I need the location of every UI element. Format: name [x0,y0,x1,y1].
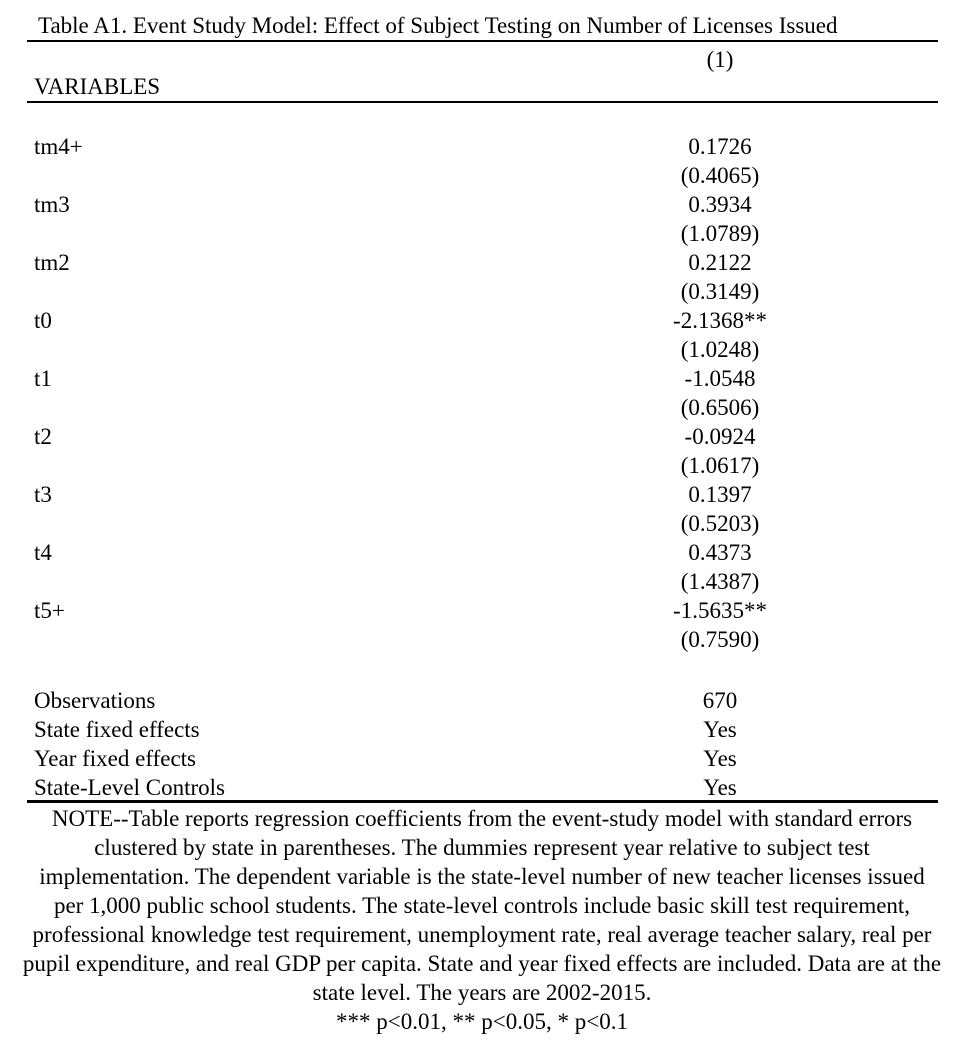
bottom-rule [27,800,938,803]
table-row [0,306,964,364]
coefficient-value: -0.0924 [684,424,756,449]
table-row [0,364,964,422]
stat-value: Yes [703,746,737,771]
table-note: NOTE--Table reports regression coefficients from the event-study model with standard errors clustered by state in parentheses. The dummies represent year relative to subject test implementation. The dependent variable is the state-level number of new teacher licenses issued per 1,000 public school students. The state-level controls include basic skill test requirement, professional knowledge test requirement, unemployment rate, real average teacher salary, real per pupil expenditure, and real GDP per capita. State and year fixed effects are included. Data are at the state level. The years are 2002-2015. [22,806,942,1005]
variable-label: t5+ [34,598,65,623]
stat-row [0,744,964,773]
coefficient-value: -2.1368** [673,308,767,333]
variable-label: t4 [34,540,52,565]
coefficient-value: -1.5635** [673,598,767,623]
coefficient-value: 0.1397 [688,482,752,507]
table-row [0,190,964,248]
stat-row [0,686,964,715]
coefficient-rows [0,132,964,654]
variable-label: tm3 [34,192,70,217]
variable-label: tm4+ [34,134,83,159]
standard-error-value: (1.0248) [680,337,760,362]
standard-error-value: (0.6506) [680,395,760,420]
coefficient-value: 0.4373 [688,540,752,565]
significance-legend: *** p<0.01, ** p<0.05, * p<0.1 [336,1009,628,1034]
standard-error-value: (1.0789) [680,221,760,246]
coefficient-value: 0.3934 [688,192,752,217]
stat-value: Yes [703,775,737,800]
stat-value: Yes [703,717,737,742]
table-row [0,538,964,596]
header-rule [27,101,938,103]
standard-error-value: (0.4065) [680,163,760,188]
standard-error-value: (0.7590) [680,627,760,652]
top-rule [27,40,938,42]
column-header: (1) [706,47,734,72]
stat-label: State fixed effects [34,717,200,742]
variable-label: t1 [34,366,52,391]
model-statistics [0,686,964,802]
table-title: Table A1. Event Study Model: Effect of Subject Testing on Number of Licenses Issued [38,13,838,38]
coefficient-value: -1.0548 [684,366,756,391]
variable-label: t0 [34,308,52,333]
variables-header: VARIABLES [34,74,161,99]
stat-row [0,715,964,744]
stat-label: State-Level Controls [34,775,225,800]
table-row [0,596,964,654]
stat-label: Year fixed effects [34,746,197,771]
stat-value: 670 [702,688,738,713]
coefficient-value: 0.1726 [688,134,752,159]
table-row [0,248,964,306]
table-row [0,480,964,538]
variable-label: t3 [34,482,52,507]
variable-label: t2 [34,424,52,449]
table-row [0,422,964,480]
stat-label: Observations [34,688,156,713]
coefficient-value: 0.2122 [688,250,752,275]
standard-error-value: (0.5203) [680,511,760,536]
standard-error-value: (1.0617) [680,453,760,478]
standard-error-value: (0.3149) [680,279,760,304]
table-row [0,132,964,190]
variable-label: tm2 [34,250,70,275]
standard-error-value: (1.4387) [680,569,760,594]
stat-row [0,773,964,802]
